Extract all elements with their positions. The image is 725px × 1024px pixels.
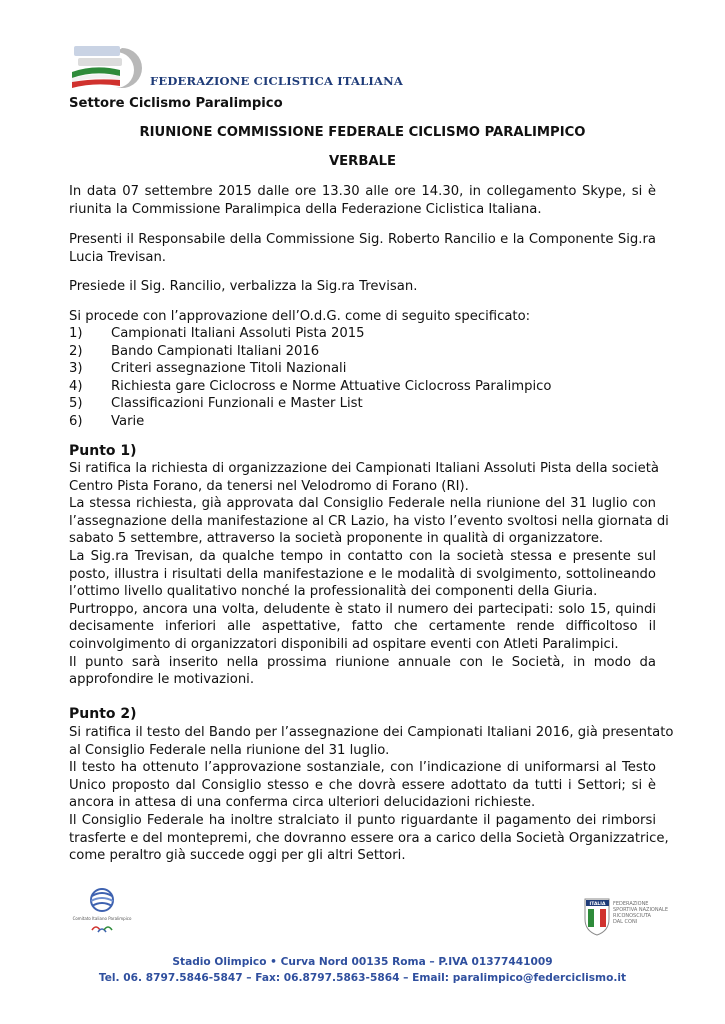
text-line: Il testo ha ottenuto l’approvazione sostanziale, con l’indicazione di uniformarsi al Testo [69, 760, 656, 776]
list-number: 4) [69, 378, 83, 394]
coni-text-line: RICONOSCIUTA [613, 913, 651, 919]
intro-paragraph-3 [69, 278, 656, 296]
section-body-punto-1 [69, 460, 669, 689]
text-line: La Sig.ra Trevisan, da qualche tempo in contatto con la società stessa e presente sul [69, 548, 656, 564]
text-line: sabato 5 settembre, attraverso la società proponente in qualità di organizzatore. [69, 531, 604, 547]
footer-address: Stadio Olimpico • Curva Nord 00135 Roma – P.IVA 01377441009 [172, 956, 553, 968]
cip-logo-text: Comitato Italiano Paralimpico [72, 916, 132, 921]
text-line: Presiede il Sig. Rancilio, verbalizza la Sig.ra Trevisan. [69, 279, 418, 294]
text-line: coinvolgimento di organizzatori disponibili ad ospitare eventi con Atleti Paralimpici. [69, 636, 619, 652]
sector-title: Settore Ciclismo Paralimpico [69, 96, 283, 111]
text-line: Centro Pista Forano, da tenersi nel Velodromo di Forano (RI). [69, 478, 469, 494]
intro-paragraph-1 [69, 183, 656, 218]
list-text: Classificazioni Funzionali e Master List [111, 396, 363, 412]
footer-contacts: Tel. 06. 8797.5846-5847 – Fax: 06.8797.5863-5864 – Email: paralimpico@federciclismo.it [98, 972, 627, 984]
text-line: trasferte e del montepremi, che dovranno essere ora a carico della Società Organizzatrice, [69, 830, 669, 846]
text-line: Si ratifica il testo del Bando per l’assegnazione dei Campionati Italiani 2016, già presentato [69, 725, 674, 740]
text-line: Si ratifica la richiesta di organizzazione dei Campionati Italiani Assoluti Pista della società [69, 461, 659, 476]
list-number: 5) [69, 396, 83, 412]
list-number: 3) [69, 361, 83, 377]
list-number: 2) [69, 343, 83, 359]
intro-paragraph-4 [69, 308, 656, 326]
list-text: Bando Campionati Italiani 2016 [111, 343, 320, 359]
federazione-logo-icon [70, 42, 152, 90]
list-item [69, 413, 656, 431]
coni-logo-icon [583, 895, 673, 937]
organization-name: FEDERAZIONE CICLISTICA ITALIANA [150, 74, 403, 88]
list-item [69, 325, 656, 343]
list-item [69, 395, 656, 413]
coni-text-line: FEDERAZIONE [613, 901, 649, 907]
list-number: 6) [69, 413, 83, 429]
text-line: al Consiglio Federale nella riunione del 31 luglio. [69, 742, 390, 758]
section-heading-punto-2: Punto 2) [69, 706, 137, 722]
text-line: l’ottimo livello qualitativo nonché la professionalità dei componenti della Giuria. [69, 584, 598, 600]
document-title: RIUNIONE COMMISSIONE FEDERALE CICLISMO PARALIMPICO [139, 125, 586, 140]
text-line: Il punto sarà inserito nella prossima riunione annuale con le Società, in modo da [69, 654, 656, 670]
text-line: Il Consiglio Federale ha inoltre stralciato il punto riguardante il pagamento dei rimborsi [69, 812, 656, 828]
list-text: Campionati Italiani Assoluti Pista 2015 [111, 326, 365, 341]
coni-text-line: SPORTIVA NAZIONALE [613, 907, 668, 913]
section-body-punto-2 [69, 724, 674, 865]
coni-badge-text: ITALIA [589, 902, 606, 907]
list-item [69, 378, 656, 396]
list-item [69, 343, 656, 361]
cip-logo-icon [72, 886, 132, 942]
text-line: Si procede con l’approvazione dell’O.d.G. come di seguito specificato: [69, 309, 531, 324]
coni-text-line: DAL CONI [613, 919, 638, 925]
text-line: Lucia Trevisan. [69, 249, 166, 265]
text-line: Presenti il Responsabile della Commissione Sig. Roberto Rancilio e la Componente Sig.ra [69, 232, 656, 247]
intro-paragraph-2 [69, 231, 656, 266]
text-line: posto, illustra i risultati della manifestazione e le modalità di svolgimento, sottolineando [69, 566, 656, 582]
list-item [69, 360, 656, 378]
list-text: Richiesta gare Ciclocross e Norme Attuative Ciclocross Paralimpico [111, 378, 552, 394]
text-line: come peraltro già succede oggi per gli altri Settori. [69, 848, 406, 864]
list-number: 1) [69, 326, 83, 341]
text-line: decisamente inferiori alle aspettative, fatto che certamente rende difficoltoso il [69, 619, 656, 635]
text-line: In data 07 settembre 2015 dalle ore 13.30 alle ore 14.30, in collegamento Skype, si è [69, 184, 656, 199]
text-line: Unico proposto dal Consiglio stesso e che dovrà essere adottato da tutti i Settori; si è [69, 777, 656, 793]
document-subtitle: VERBALE [328, 154, 397, 169]
list-text: Varie [111, 413, 145, 429]
text-line: ancora in attesa di una conferma circa ulteriori delucidazioni richieste. [69, 795, 536, 811]
list-text: Criteri assegnazione Titoli Nazionali [111, 361, 347, 377]
text-line: riunita la Commissione Paralimpica della Federazione Ciclistica Italiana. [69, 201, 542, 217]
text-line: approfondire le motivazioni. [69, 672, 255, 688]
text-line: La stessa richiesta, già approvata dal Consiglio Federale nella riunione del 31 luglio con [69, 496, 656, 512]
agenda-list [69, 325, 656, 431]
section-heading-punto-1: Punto 1) [69, 443, 137, 459]
text-line: l’assegnazione della manifestazione al CR Lazio, ha visto l’evento svoltosi nella giornata di [69, 513, 669, 529]
text-line: Purtroppo, ancora una volta, deludente è stato il numero dei partecipati: solo 15, quindi [69, 601, 656, 617]
